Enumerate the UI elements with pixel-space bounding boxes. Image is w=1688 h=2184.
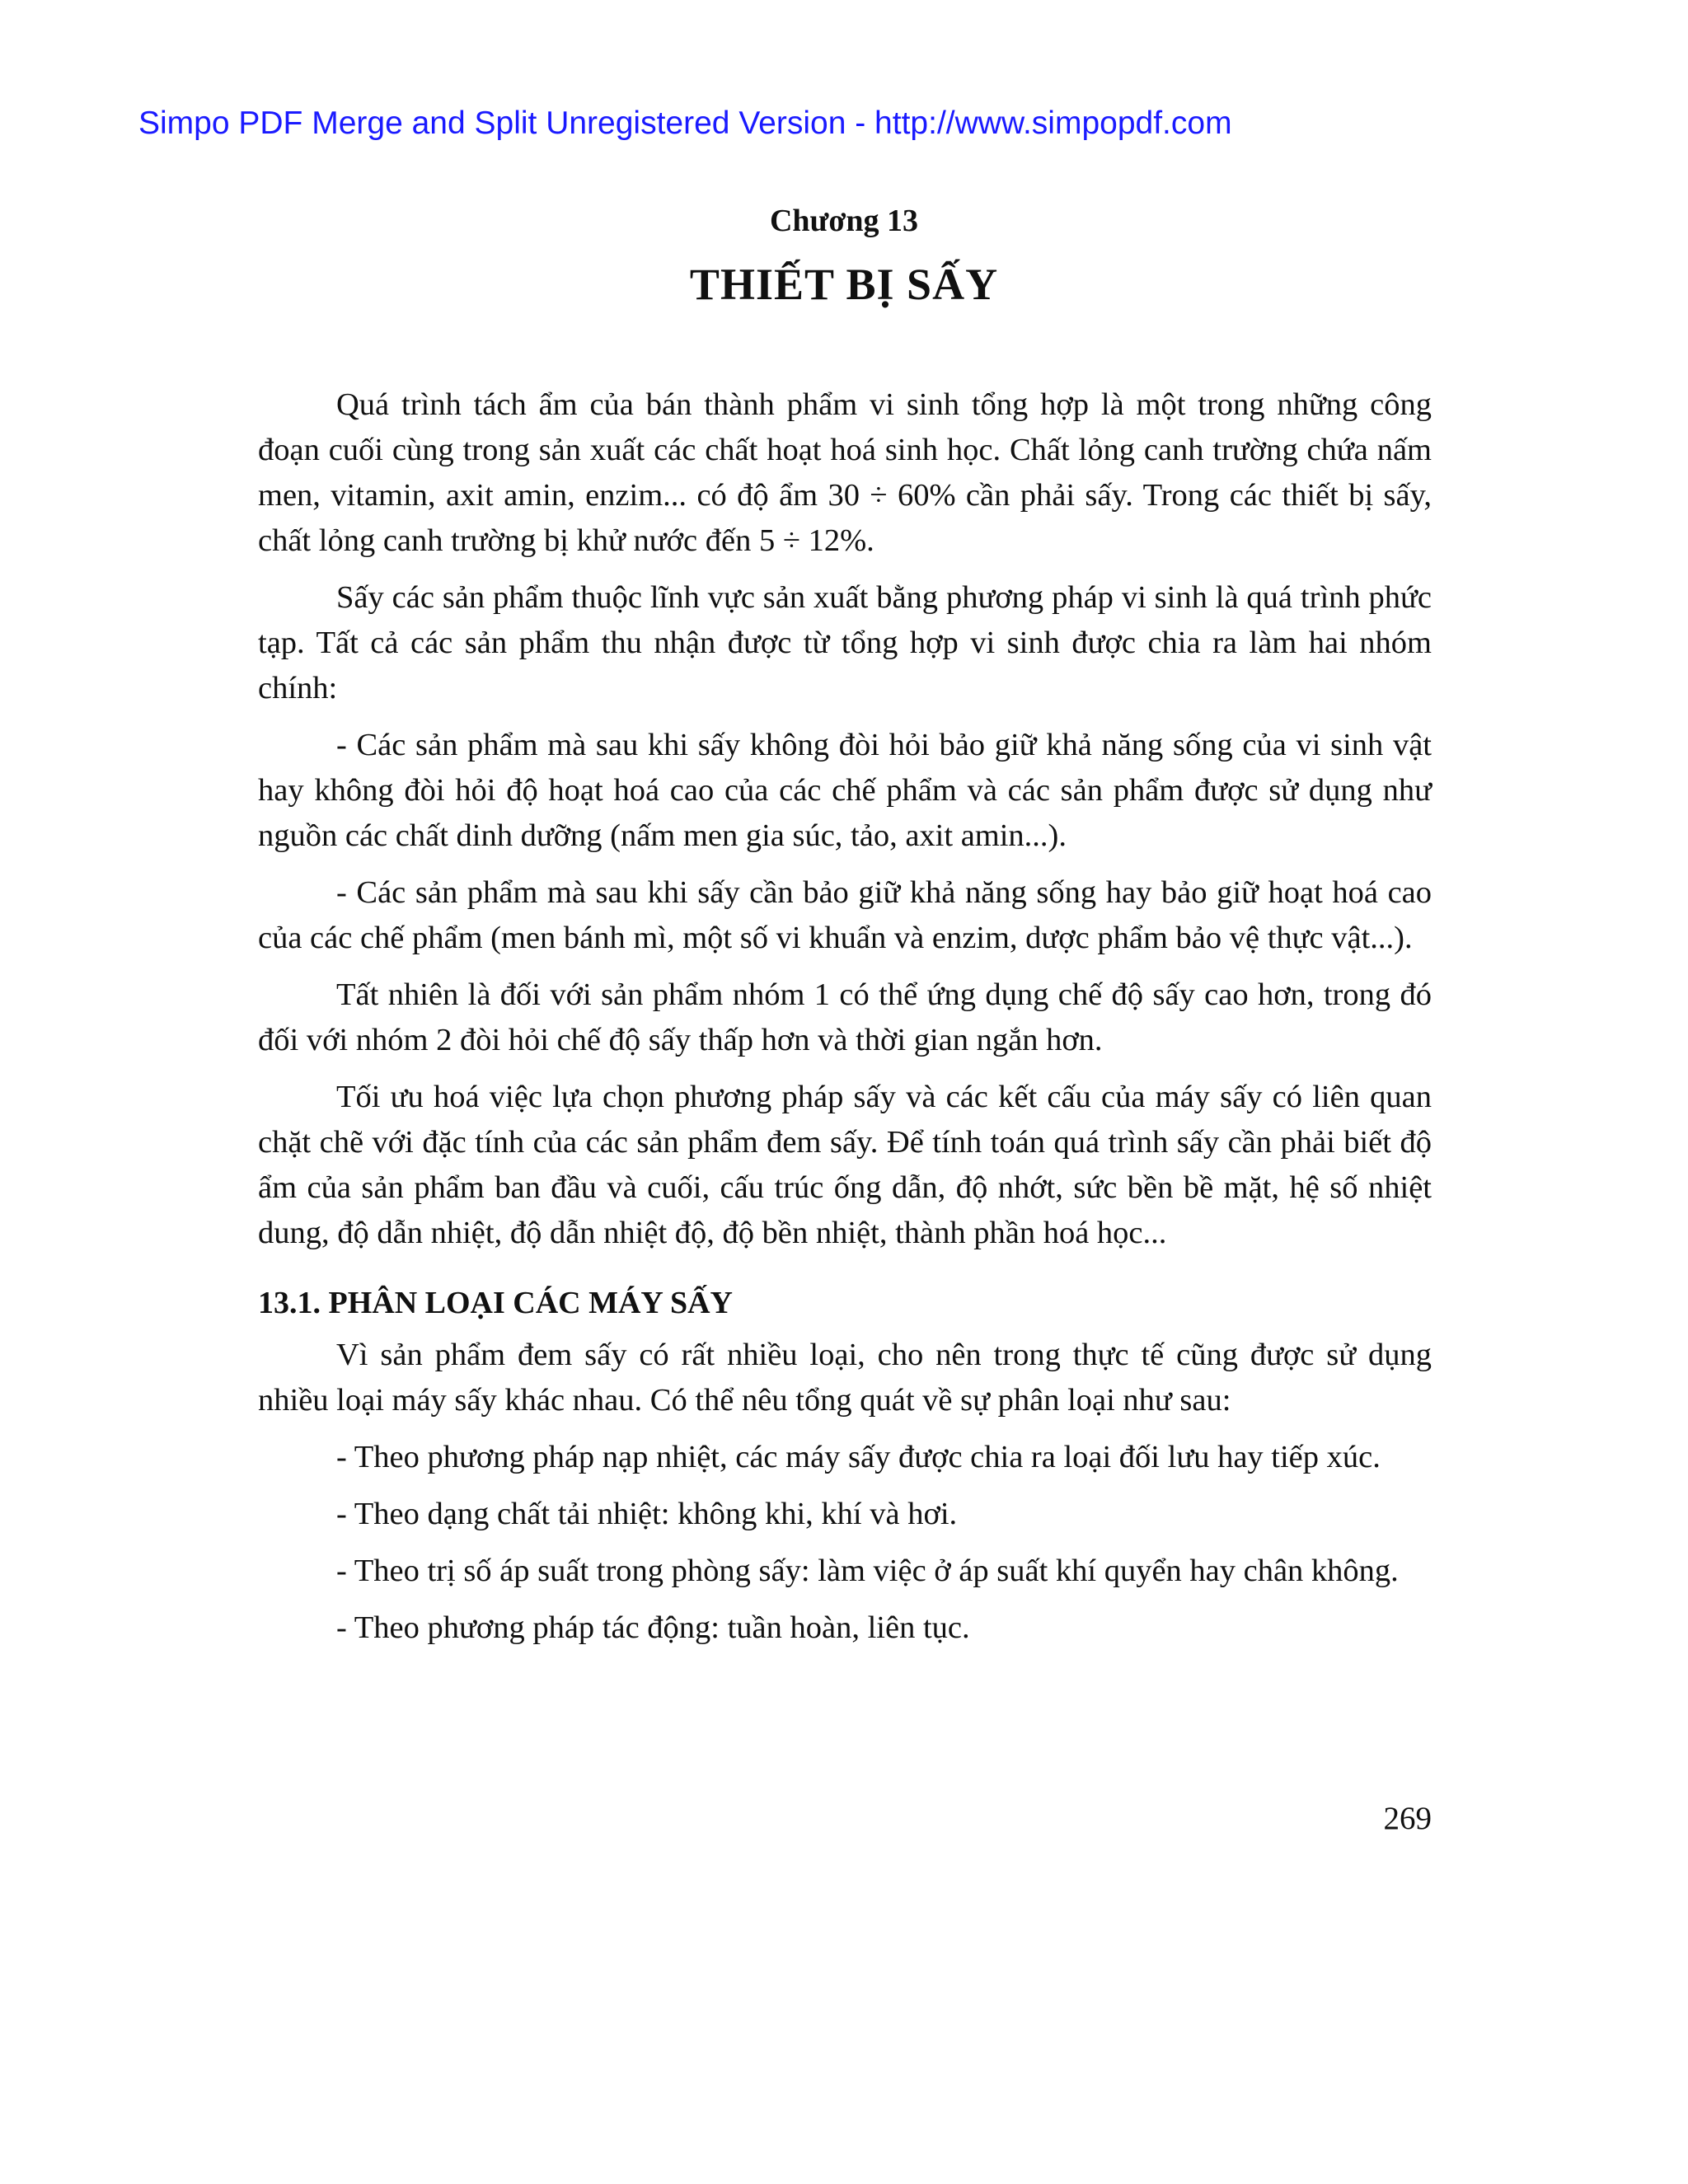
paragraph: Tất nhiên là đối với sản phẩm nhóm 1 có thể ứng dụng chế độ sấy cao hơn, trong đó đối với nhóm 2 đòi hỏi chế độ sấy thấp hơn và thời gian ngắn hơn. [258,977,1432,1057]
list-item: - Các sản phẩm mà sau khi sấy không đòi hỏi bảo giữ khả năng sống của vi sinh vật hay không đòi hỏi độ hoạt hoá cao của các chế phẩm và các sản phẩm được sử dụng như nguồn các chất dinh dưỡng (nấm men gia súc, tảo, axit amin...). [258,728,1432,853]
list-item: - Theo trị số áp suất trong phòng sấy: làm việc ở áp suất khí quyển hay chân không. [336,1554,1399,1588]
paragraph: Tối ưu hoá việc lựa chọn phương pháp sấy và các kết cấu của máy sấy có liên quan chặt chẽ với đặc tính của các sản phẩm đem sấy. Để tính toán quá trình sấy cần phải biết độ ẩm của sản phẩm ban đầu và cuối, cấu trúc ống dẫn, độ nhớt, sức bền bề mặt, hệ số nhiệt dung, độ dẫn nhiệt, độ dẫn nhiệt độ, độ bền nhiệt, thành phần hoá học... [258,1080,1432,1250]
chapter-title: THIẾT BỊ SẤY [689,260,999,309]
list-item: - Các sản phẩm mà sau khi sấy cần bảo giữ khả năng sống hay bảo giữ hoạt hoá cao của các chế phẩm (men bánh mì, một số vi khuẩn và enzim, dược phẩm bảo vệ thực vật...). [258,875,1432,955]
page-number: 269 [1383,1801,1432,1836]
paragraph: Quá trình tách ẩm của bán thành phẩm vi sinh tổng hợp là một trong những công đoạn cuối cùng trong sản xuất các chất hoạt hoá sinh học. Chất lỏng canh trường chứa nấm men, vitamin, axit amin, enzim... có độ ẩm 30 ÷ 60% cần phải sấy. Trong các thiết bị sấy, chất lỏng canh trường bị khử nước đến 5 ÷ 12%. [258,387,1432,558]
section-intro: Vì sản phẩm đem sấy có rất nhiều loại, cho nên trong thực tế cũng được sử dụng nhiều loại máy sấy khác nhau. Có thể nêu tổng quát về sự phân loại như sau: [258,1338,1432,1418]
section-heading: 13.1. PHÂN LOẠI CÁC MÁY SẤY [258,1286,733,1320]
list-item: - Theo phương pháp nạp nhiệt, các máy sấy được chia ra loại đối lưu hay tiếp xúc. [336,1440,1381,1474]
list-item: - Theo dạng chất tải nhiệt: không khi, khí và hơi. [336,1497,958,1531]
chapter-label: Chương 13 [769,204,919,238]
watermark-text: Simpo PDF Merge and Split Unregistered Version - http://www.simpopdf.com [138,105,1232,141]
list-item: - Theo phương pháp tác động: tuần hoàn, liên tục. [336,1610,970,1645]
paragraph: Sấy các sản phẩm thuộc lĩnh vực sản xuất bằng phương pháp vi sinh là quá trình phức tạp. Tất cả các sản phẩm thu nhận được từ tổng hợp vi sinh được chia ra làm hai nhóm chính: [258,580,1432,705]
page-body [258,382,1432,1662]
